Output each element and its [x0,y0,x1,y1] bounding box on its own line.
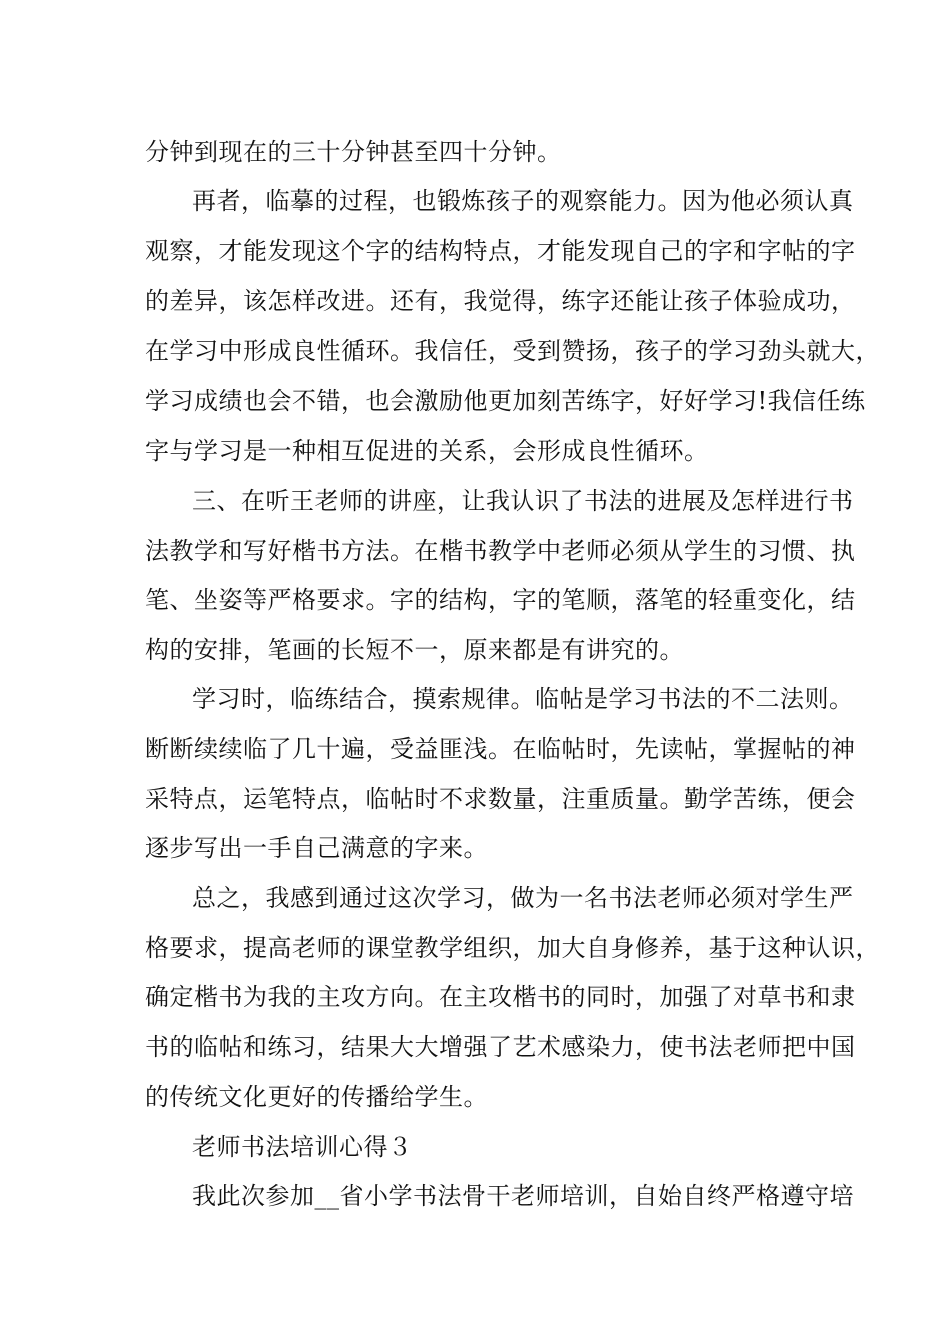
text-line: 采特点，运笔特点，临帖时不求数量，注重质量。勤学苦练，便会 [145,785,856,813]
text-line: 确定楷书为我的主攻方向。在主攻楷书的同时，加强了对草书和隶 [145,983,856,1011]
paragraph-start: 三、在听王老师的讲座，让我认识了书法的进展及怎样进行书 [192,487,854,515]
paragraph-start: 总之，我感到通过这次学习，做为一名书法老师必须对学生严 [192,884,854,912]
text-line: 书的临帖和练习，结果大大增强了艺术感染力，使书法老师把中国 [145,1033,856,1061]
text-line: 断断续续临了几十遍，受益匪浅。在临帖时，先读帖，掌握帖的神 [145,735,856,763]
text-line: 法教学和写好楷书方法。在楷书教学中老师必须从学生的习惯、执 [145,537,856,565]
text-line: 构的安排，笔画的长短不一，原来都是有讲究的。 [145,636,684,664]
text-line: 分钟到现在的三十分钟甚至四十分钟。 [145,138,562,166]
text-line: 观察，才能发现这个字的结构特点，才能发现自己的字和字帖的字 [145,237,856,265]
section-heading: 老师书法培训心得３ [192,1133,413,1161]
text-line: 格要求，提高老师的课堂教学组织，加大自身修养，基于这种认识， [145,934,880,962]
text-line: 逐步写出一手自己满意的字来。 [145,834,488,862]
paragraph-start: 我此次参加__省小学书法骨干老师培训，自始自终严格遵守培 [192,1182,854,1210]
text-line: 的差异，该怎样改进。还有，我觉得，练字还能让孩子体验成功， [145,287,856,315]
paragraph-start: 再者，临摹的过程，也锻炼孩子的观察能力。因为他必须认真 [192,187,854,215]
text-line: 在学习中形成良性循环。我信任，受到赞扬，孩子的学习劲头就大， [145,337,880,365]
paragraph-start: 学习时，临练结合，摸索规律。临帖是学习书法的不二法则。 [192,685,854,713]
text-line: 笔、坐姿等严格要求。字的结构，字的笔顺，落笔的轻重变化，结 [145,586,856,614]
text-line: 字与学习是一种相互促进的关系，会形成良性循环。 [145,437,709,465]
text-line: 学习成绩也会不错，也会激励他更加刻苦练字，好好学习!我信任练 [145,387,866,415]
text-line: 的传统文化更好的传播给学生。 [145,1083,488,1111]
